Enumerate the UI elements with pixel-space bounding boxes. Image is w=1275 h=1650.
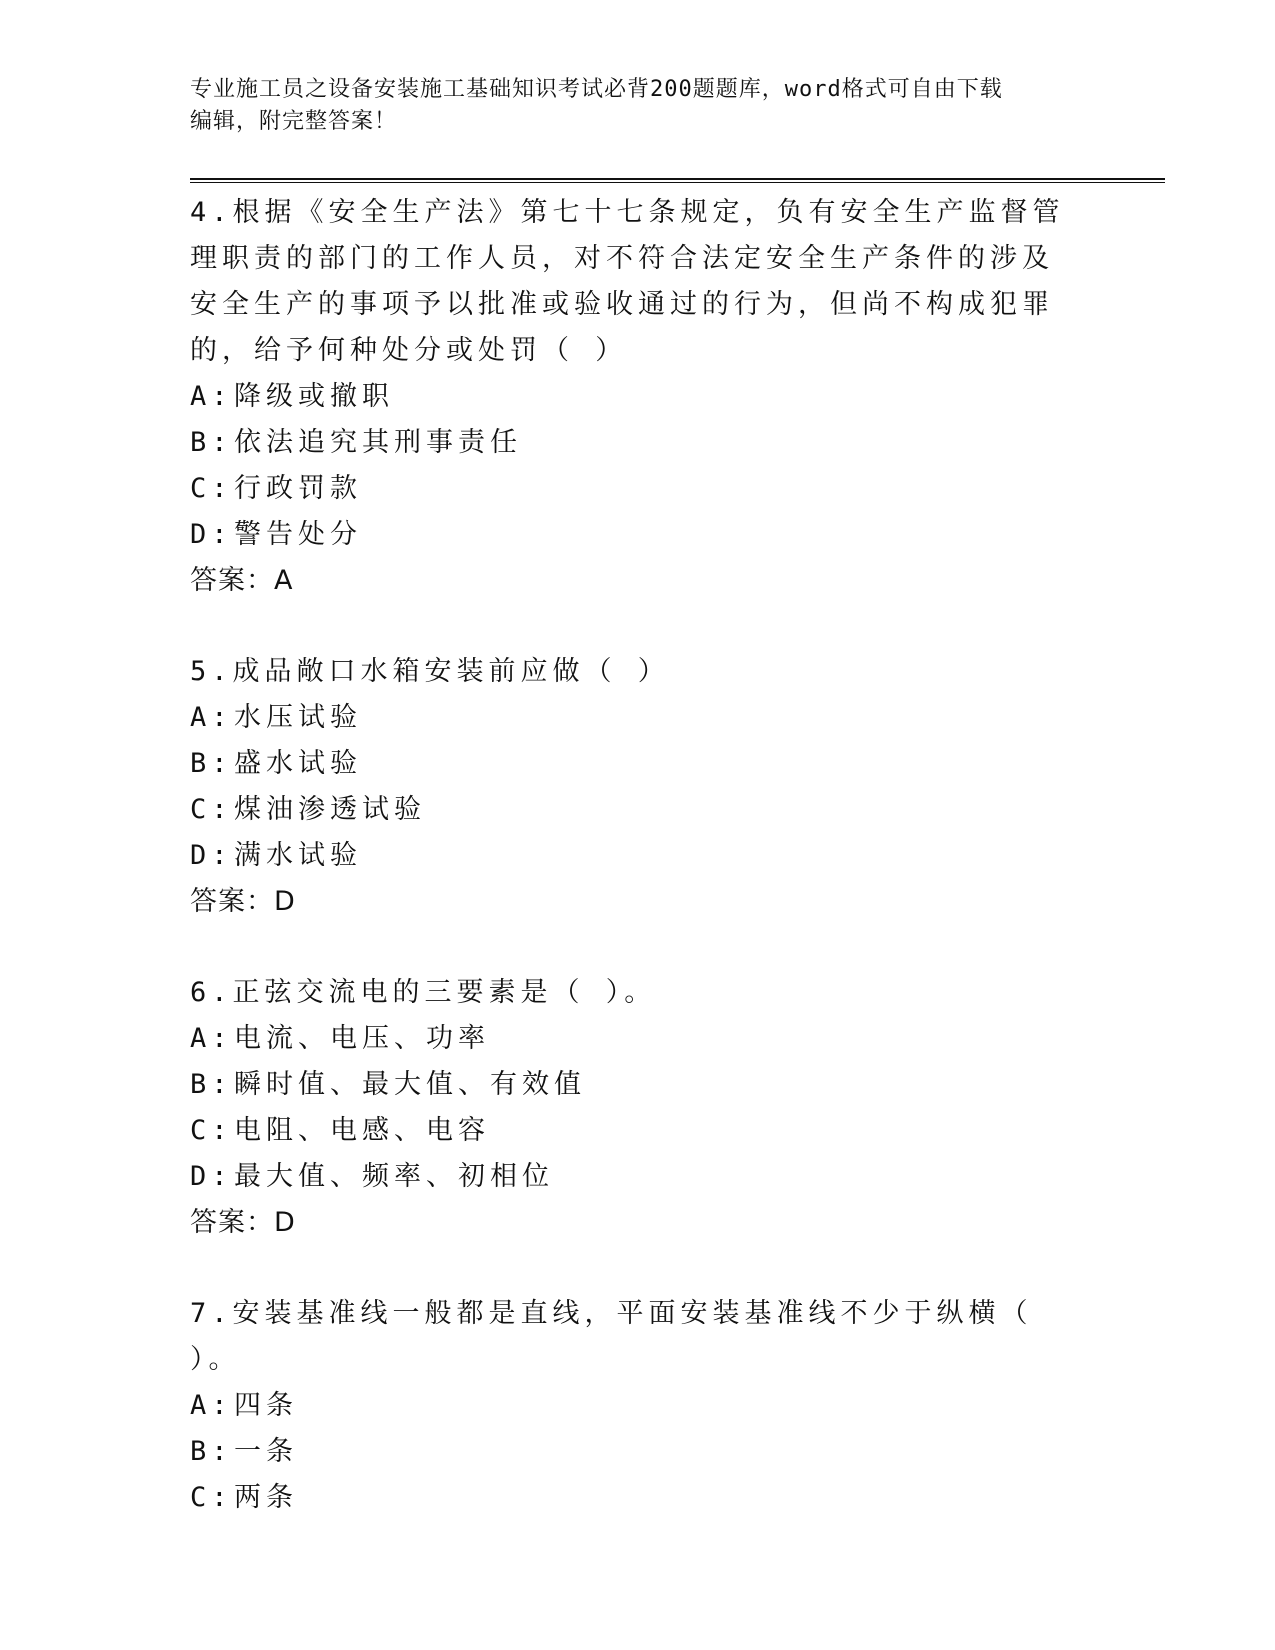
option-letter: C: — [190, 473, 233, 504]
option-letter: B: — [190, 748, 233, 779]
option-text: 瞬时值、最大值、有效值 — [234, 1069, 586, 1100]
header-divider-thick — [190, 178, 1165, 180]
header-divider-thin — [190, 182, 1165, 183]
option-letter: C: — [190, 1115, 233, 1146]
option-text: 煤油渗透试验 — [234, 794, 426, 825]
question-5 — [190, 649, 1070, 925]
option-letter: C: — [190, 1482, 233, 1513]
option-letter: D: — [190, 840, 233, 871]
option-c — [190, 466, 1070, 512]
option-text: 满水试验 — [234, 840, 362, 871]
option-d — [190, 1154, 1070, 1200]
option-c — [190, 1108, 1070, 1154]
option-d — [190, 833, 1070, 879]
option-text: 警告处分 — [234, 519, 362, 550]
question-text: 5.成品敞口水箱安装前应做（ ） — [190, 656, 670, 687]
question-6 — [190, 970, 1070, 1246]
option-letter: A: — [190, 381, 233, 412]
option-a — [190, 1383, 1070, 1429]
option-letter: B: — [190, 1436, 233, 1467]
option-text: 行政罚款 — [234, 473, 362, 504]
option-text: 水压试验 — [234, 702, 362, 733]
option-c — [190, 787, 1070, 833]
header-title-line-1: 专业施工员之设备安装施工基础知识考试必背200题题库，word格式可自由下载 — [190, 77, 1003, 102]
option-text: 盛水试验 — [234, 748, 362, 779]
option-text: 电阻、电感、电容 — [234, 1115, 490, 1146]
option-text: 四条 — [234, 1390, 298, 1421]
document-header — [190, 74, 1080, 138]
header-title-line-2: 编辑，附完整答案！ — [190, 109, 398, 134]
option-letter: D: — [190, 1161, 233, 1192]
option-a — [190, 1016, 1070, 1062]
option-letter: B: — [190, 427, 233, 458]
option-letter: A: — [190, 1390, 233, 1421]
answer-line: 答案：D — [190, 886, 296, 917]
option-letter: A: — [190, 702, 233, 733]
option-text: 电流、电压、功率 — [234, 1023, 490, 1054]
option-c — [190, 1475, 1070, 1521]
option-letter: A: — [190, 1023, 233, 1054]
option-letter: D: — [190, 519, 233, 550]
option-b — [190, 1429, 1070, 1475]
option-a — [190, 695, 1070, 741]
option-b — [190, 420, 1070, 466]
option-text: 一条 — [234, 1436, 298, 1467]
option-text: 依法追究其刑事责任 — [234, 427, 522, 458]
question-text: 7.安装基准线一般都是直线，平面安装基准线不少于纵横（ ）。 — [190, 1298, 1033, 1375]
question-list — [190, 190, 1070, 1566]
option-b — [190, 741, 1070, 787]
answer-line: 答案：A — [190, 565, 294, 596]
option-text: 降级或撤职 — [234, 381, 394, 412]
question-text: 4.根据《安全生产法》第七十七条规定，负有安全生产监督管理职责的部门的工作人员，对不符合法定安全生产条件的涉及安全生产的事项予以批准或验收通过的行为，但尚不构成犯罪的，给予何种处分或处罚（ ） — [190, 197, 1065, 366]
option-a — [190, 374, 1070, 420]
answer-line: 答案：D — [190, 1207, 296, 1238]
option-text: 最大值、频率、初相位 — [234, 1161, 554, 1192]
option-letter: B: — [190, 1069, 233, 1100]
question-4 — [190, 190, 1070, 604]
option-letter: C: — [190, 794, 233, 825]
option-b — [190, 1062, 1070, 1108]
option-text: 两条 — [234, 1482, 298, 1513]
option-d — [190, 512, 1070, 558]
question-7 — [190, 1291, 1070, 1521]
question-text: 6.正弦交流电的三要素是（ ）。 — [190, 977, 657, 1008]
